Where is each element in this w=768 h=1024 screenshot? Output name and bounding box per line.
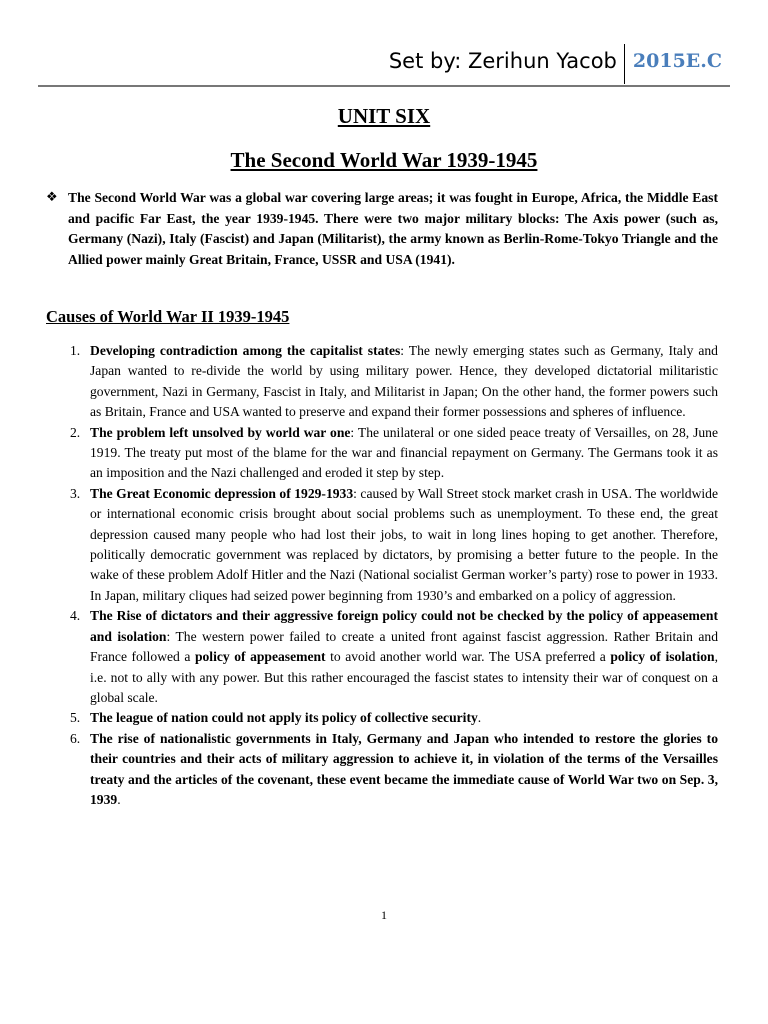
- list-item: [46, 729, 718, 811]
- intro-paragraph: [46, 188, 718, 270]
- diamond-bullet-icon: ❖: [46, 189, 58, 204]
- bold-text-run: The league of nation could not apply its policy of collective security: [90, 710, 478, 726]
- bold-text-run: Developing contradiction among the capitalist states: [90, 343, 401, 358]
- text-run: : The unilateral or one sided peace treaty of Versailles, on 28, June 1919. The treaty put most of the blame for the war and financial repayment on Germany. The Germans took it as an imposition and the Nazi challenged and eroded it step by step.: [90, 424, 718, 481]
- list-item: [46, 708, 718, 728]
- list-item-text: [90, 729, 718, 811]
- bold-text-run: The Great Economic depression of 1929-1933: [90, 485, 354, 501]
- list-item-number-text: 5.: [70, 710, 81, 726]
- causes-list: [46, 341, 718, 810]
- list-item-number-text: 4.: [70, 608, 81, 624]
- list-item-number: [46, 606, 90, 708]
- list-item-text: [90, 341, 718, 423]
- intro-text: The Second World War was a global war covering large areas; it was fought in Europe, Africa, the Middle East and pacific Far East, the year 1939-1945. There were two major military blocks: The Axis power (such as, Germany (Nazi), Italy (Fascist) and Japan (Militarist), the army known as Berlin-Rome-Tokyo Triangle and the Allied power mainly Great Britain, France, USSR and USA (1941).: [68, 190, 718, 267]
- section-heading: Causes of World War II 1939-1945: [46, 307, 290, 326]
- header-year: 2015E.C: [632, 50, 722, 72]
- text-run: : caused by Wall Street stock market crash in USA. The worldwide or international economic crisis brought about social problems such as unemployment. To these end, the great depression caused many people who had lost their jobs, to wait in long lines hoping to get another. Therefore, politically democratic government was replaced by dictators, by promising a better future to the people. In the wake of these problem Adolf Hitler and the Nazi (National socialist German worker’s party) rose to power in 1933. In Japan, military cliques had seized power beginning from 1930’s and embarked on a policy of aggression.: [90, 485, 718, 603]
- list-item: [46, 423, 718, 484]
- list-item-number: [46, 484, 90, 606]
- header-author: Set by: Zerihun Yacob: [388, 49, 617, 73]
- page-title: The Second World War 1939-1945: [230, 148, 538, 172]
- list-item-number: [46, 341, 90, 423]
- list-item-text: [90, 484, 718, 606]
- list-item-number: [46, 708, 90, 728]
- list-item-text: [90, 708, 718, 728]
- list-item-number-text: 6.: [70, 730, 81, 746]
- text-run: to avoid another world war. The USA preferred a: [325, 649, 611, 665]
- header-rule: [38, 85, 730, 87]
- list-item-number-text: 1.: [70, 343, 81, 358]
- text-run: : The western power failed to create a united front against fascist aggression. Rather Britain and France followed a: [90, 628, 718, 665]
- page-number: 1: [381, 908, 387, 922]
- list-item-text: [90, 606, 718, 708]
- text-run: .: [117, 791, 121, 807]
- text-run: .: [477, 710, 482, 726]
- list-item-number-text: 3.: [70, 485, 81, 501]
- unit-title: UNIT SIX: [337, 104, 431, 128]
- list-item-number: [46, 729, 90, 811]
- list-item: [46, 341, 718, 423]
- text-run: : The newly emerging states such as Germany, Italy and Japan wanted to re-divide the world by using military power. Hence, they developed dictatorial militaristic government, Nazi in Germany, Fascist in Italy, and Militarist in Japan; On the other hand, the former powers such as Britain, France and USA wanted to preserve and expand their former possessions and spheres of influence.: [90, 343, 718, 420]
- bold-text-run: policy of appeasement: [194, 649, 326, 665]
- page-header: [38, 44, 730, 84]
- bold-text-run: The Rise of dictators and their aggressive foreign policy could not be checked by the policy of appeasement and isolation: [90, 608, 718, 644]
- list-item-text: [90, 423, 718, 484]
- list-item-number-text: 2.: [70, 424, 81, 440]
- bold-text-run: The problem left unsolved by world war one: [90, 424, 351, 440]
- list-item-number: [46, 423, 90, 484]
- bold-text-run: policy of isolation: [610, 649, 715, 665]
- list-item: [46, 606, 718, 708]
- text-run: , i.e. not to ally with any power. But this rather encouraged the fascist states to intensity their war of conquest on a global scale.: [90, 649, 718, 705]
- list-item: [46, 484, 718, 606]
- bold-text-run: The rise of nationalistic governments in Italy, Germany and Japan who intended to restore the glories to their countries and their acts of military aggression to achieve it, in violation of the terms of the Versailles treaty and the articles of the covenant, these event became the immediate cause of World War two on Sep. 3, 1939: [90, 730, 718, 807]
